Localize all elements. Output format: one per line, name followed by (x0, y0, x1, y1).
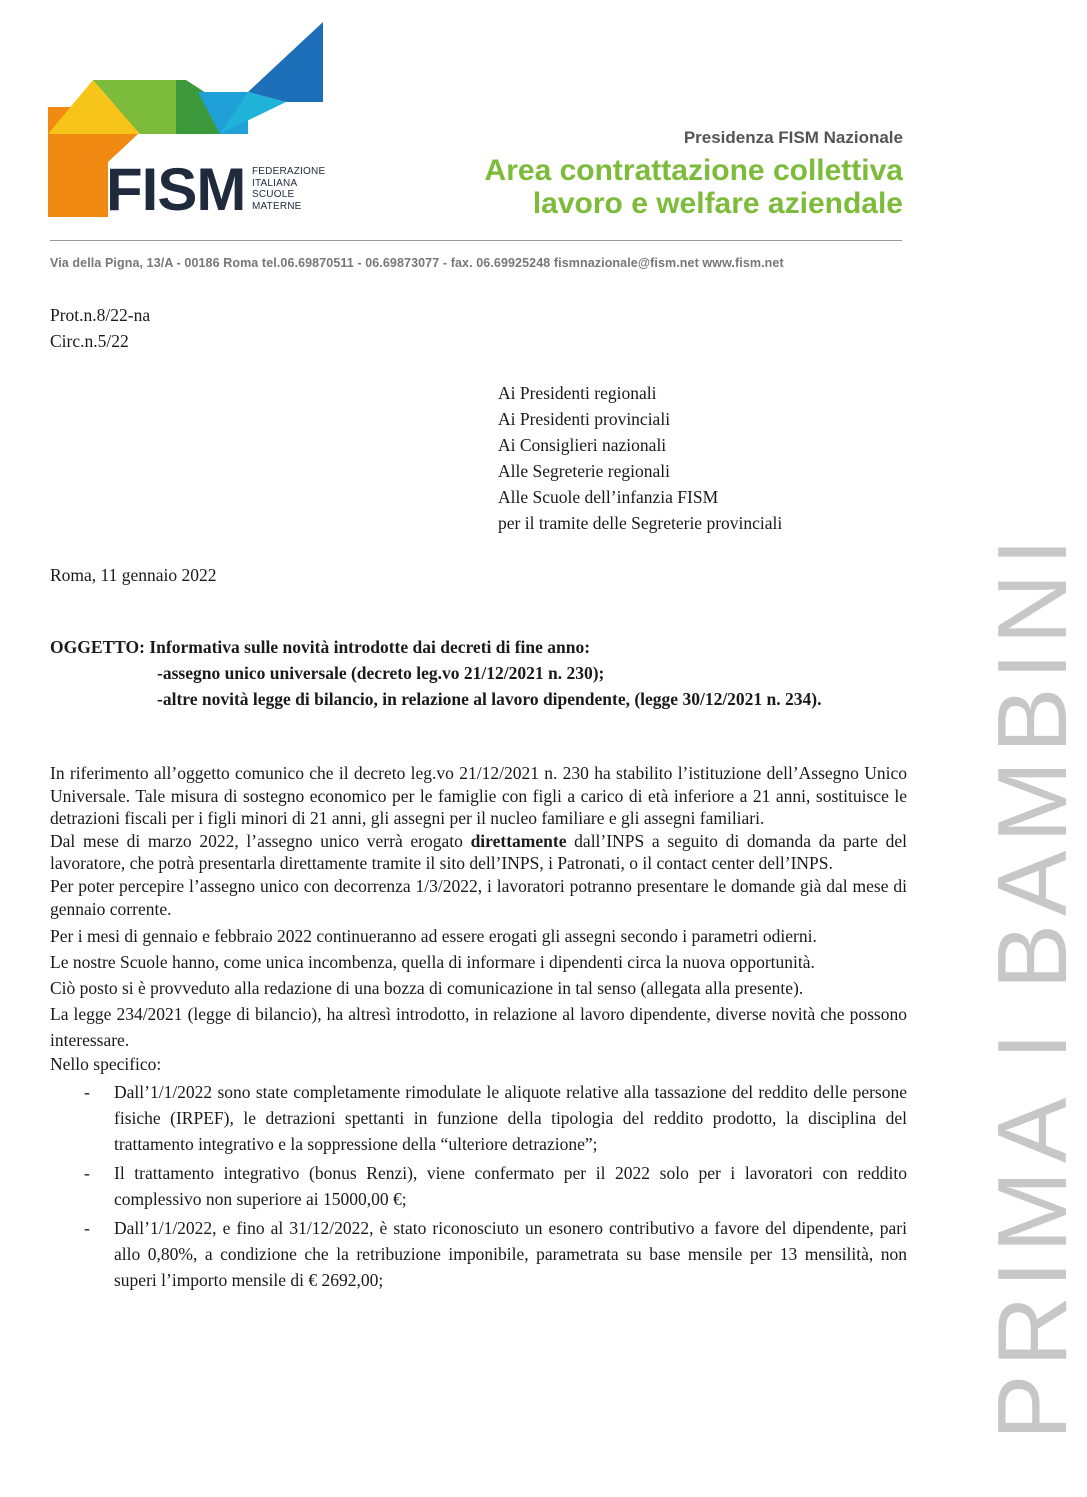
list-item: - Il trattamento integrativo (bonus Renzi), viene confermato per il 2022 solo per i lavoratori con reddito complessivo non superiore ai 15000,00 €; (84, 1162, 907, 1209)
subject-line: -assegno unico universale (decreto leg.vo 21/12/2021 n. 230); (157, 663, 605, 683)
recipient: Alle Segreterie regionali (498, 461, 671, 481)
body-paragraph: Per i mesi di gennaio e febbraio 2022 continueranno ad essere erogati gli assegni secondo i parametri odierni. (50, 926, 817, 947)
subject-line: OGGETTO: Informativa sulle novità introdotte dai decreti di fine anno: (50, 637, 591, 657)
body-paragraph: Nello specifico: (50, 1054, 162, 1075)
protocol-number: Prot.n.8/22-na (50, 305, 151, 325)
recipients-block (498, 380, 782, 536)
body-paragraph: Per poter percepire l’assegno unico con decorrenza 1/3/2022, i lavoratori potranno presentare le domande già dal mese di gennaio corrente. (50, 875, 907, 919)
body-paragraph: In riferimento all’oggetto comunico che il decreto leg.vo 21/12/2021 n. 230 ha stabilito l’istituzione dell’Assegno Unico Universale. Tale misura di sostegno economico per le famiglie con figli a carico di età inferiore a 21 anni, sostituisce le detrazioni fiscali per i figli minori di 21 anni, gli assegni per il nucleo familiare e gli assegni familiari. (50, 763, 907, 829)
letter-body (50, 762, 907, 1293)
body-paragraph: Le nostre Scuole hanno, come unica incombenza, quella di informare i dipendenti circa la nuova opportunità. (50, 952, 815, 973)
recipient: per il tramite delle Segreterie provinciali (498, 513, 783, 533)
letter-date: Roma, 11 gennaio 2022 (50, 565, 217, 585)
emphasis: direttamente (470, 830, 567, 851)
logo-subtitle: FEDERAZIONE ITALIANA SCUOLE MATERNE (252, 166, 326, 212)
header-divider (50, 240, 902, 241)
logo-wordmark: FISM (106, 156, 246, 223)
subject-block (50, 634, 822, 712)
circular-number: Circ.n.5/22 (50, 331, 129, 351)
contact-line: Via della Pigna, 13/A - 00186 Roma tel.06.69870511 - 06.69873077 - fax. 06.69925248 fismnazionale@fism.net www.fism.net (50, 256, 784, 270)
list-item: - Dall’1/1/2022, e fino al 31/12/2022, è stato riconosciuto un esonero contributivo a favore del dipendente, pari allo 0,80%, a condizione che la retribuzione imponibile, parametrata su base mensile per 13 mensilità, non superi l’importo mensile di € 2692,00; (84, 1217, 907, 1290)
presidenza-label: Presidenza FISM Nazionale (683, 128, 903, 147)
body-paragraph: Ciò posto si è provveduto alla redazione di una bozza di comunicazione in tal senso (allegata alla presente). (50, 978, 804, 999)
protocol-block (50, 302, 150, 354)
body-paragraph: La legge 234/2021 (legge di bilancio), ha altresì introdotto, in relazione al lavoro dipendente, diverse novità che possono interessare. (50, 1004, 907, 1051)
logo-shape-blue (248, 22, 323, 102)
subject-line: -altre novità legge di bilancio, in relazione al lavoro dipendente, (legge 30/12/2021 n. 234). (157, 689, 822, 709)
recipient: Ai Presidenti provinciali (498, 409, 671, 429)
side-slogan: PRIMA I BAMBINI (977, 530, 1087, 1440)
recipient: Ai Consiglieri nazionali (498, 435, 667, 455)
body-paragraph: Dal mese di marzo 2022, l’assegno unico verrà erogato direttamente dall’INPS a seguito di domanda da parte del lavoratore, che potrà presentarla direttamente tramite il sito dell’INPS, i Patronati, o il contact center dell’INPS. (50, 830, 907, 874)
recipient: Ai Presidenti regionali (498, 383, 657, 403)
area-title: Area contrattazione collettiva lavoro e welfare aziendale (484, 154, 903, 220)
recipient: Alle Scuole dell’infanzia FISM (498, 487, 719, 507)
bullet-list (50, 1079, 907, 1293)
list-item: - Dall’1/1/2022 sono state completamente rimodulate le aliquote relative alla tassazione del reddito delle persone fisiche (IRPEF), le detrazioni spettanti in funzione della tipologia del reddito prodotto, la disciplina del trattamento integrativo e la soppressione della “ulteriore detrazione”; (84, 1081, 907, 1154)
